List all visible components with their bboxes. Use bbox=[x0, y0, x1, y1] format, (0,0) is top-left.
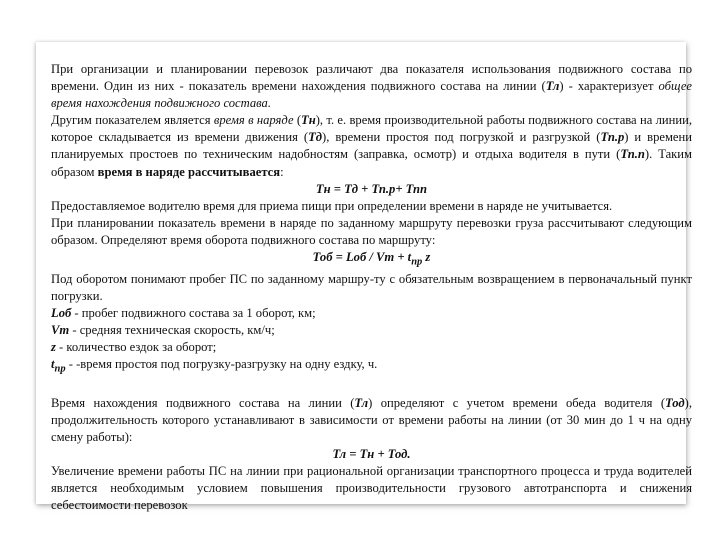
paragraph-1: При организации и планировании перевозок различают два показателя использования подвижного состава по времени. Один из них - показатель времени нахождения подвижного состава на линии (Тл) - характеризует общее время нахождения подвижного состава. bbox=[51, 62, 692, 111]
paragraph-7: Увеличение времени работы ПС на линии при рациональной организации транспортного процесса и труда водителей является необходимым условием повышения производительности грузового автотранспорта и снижения себестоимости перевозок bbox=[51, 464, 692, 513]
spacer bbox=[51, 378, 692, 395]
paragraph-5: Под оборотом понимают пробег ПС по заданному маршру-ту с обязательным возвращением в первоначальный пункт погрузки. bbox=[51, 271, 692, 303]
paragraph-4: При планировании показатель времени в наряде по заданному маршруту перевозки груза рассчитывают следующим образом. Определяют время оборота подвижного состава по маршруту: bbox=[51, 215, 692, 247]
formula-turnover-time: Тоб = Lоб / Vт + $t_{пр}$ z bbox=[312, 250, 431, 268]
paragraph-6: Время нахождения подвижного состава на линии (Тл) определяют с учетом времени обеда водителя (Тод), продолжительность которого устанавливают в зависимости от времени работы на линии (от 30 мин до 1 ч на одну смену работы): bbox=[51, 395, 692, 444]
var-td: Тд bbox=[308, 130, 323, 145]
var-tpp: Тп.п bbox=[620, 147, 645, 162]
definition-z: z - количество ездок за оборот; bbox=[51, 340, 217, 355]
definition-vt: Vт - средняя техническая скорость, км/ч; bbox=[51, 322, 275, 337]
var-tn: Тн bbox=[301, 113, 316, 128]
var-tl: Тл bbox=[545, 79, 560, 94]
formula-time-in-duty: Тн = Тд + Тп.р+ Тпп bbox=[315, 181, 428, 196]
emphasis-calculated: время в наряде рассчитывается bbox=[97, 164, 281, 179]
var-tpr: Тп.р bbox=[600, 130, 625, 145]
definition-lob: Lоб - пробег подвижного состава за 1 оборот, км; bbox=[51, 305, 316, 320]
var-tod: Тод bbox=[665, 395, 685, 410]
paragraph-3: Предоставляемое водителю время для приема пищи при определении времени в наряде не учитывается. bbox=[51, 198, 613, 213]
emphasis-total-time: общее время нахождения подвижного состава. bbox=[51, 79, 692, 111]
document-text bbox=[51, 61, 692, 514]
paragraph-2: Другим показателем является время в наряде (Тн), т. е. время производительной работы подвижного состава на линии, которое складывается из времени движения (Тд), времени простоя под погрузкой и разгрузкой (Тп.р) и времени планируемых простоев по техническим надобностям (заправка, осмотр) и отдыха водителя в пути (Тп.п). Таким образом время в наряде рассчитывается: bbox=[51, 113, 692, 179]
definition-tpr: $t_{пр}$ - -время простоя под погрузку-разгрузку на одну ездку, ч. bbox=[51, 357, 378, 375]
formula-time-on-line: Тл = Тн + Тод. bbox=[332, 447, 411, 461]
var-tl-2: Тл bbox=[354, 395, 369, 410]
emphasis-time-in-duty: время в наряде bbox=[213, 113, 294, 128]
